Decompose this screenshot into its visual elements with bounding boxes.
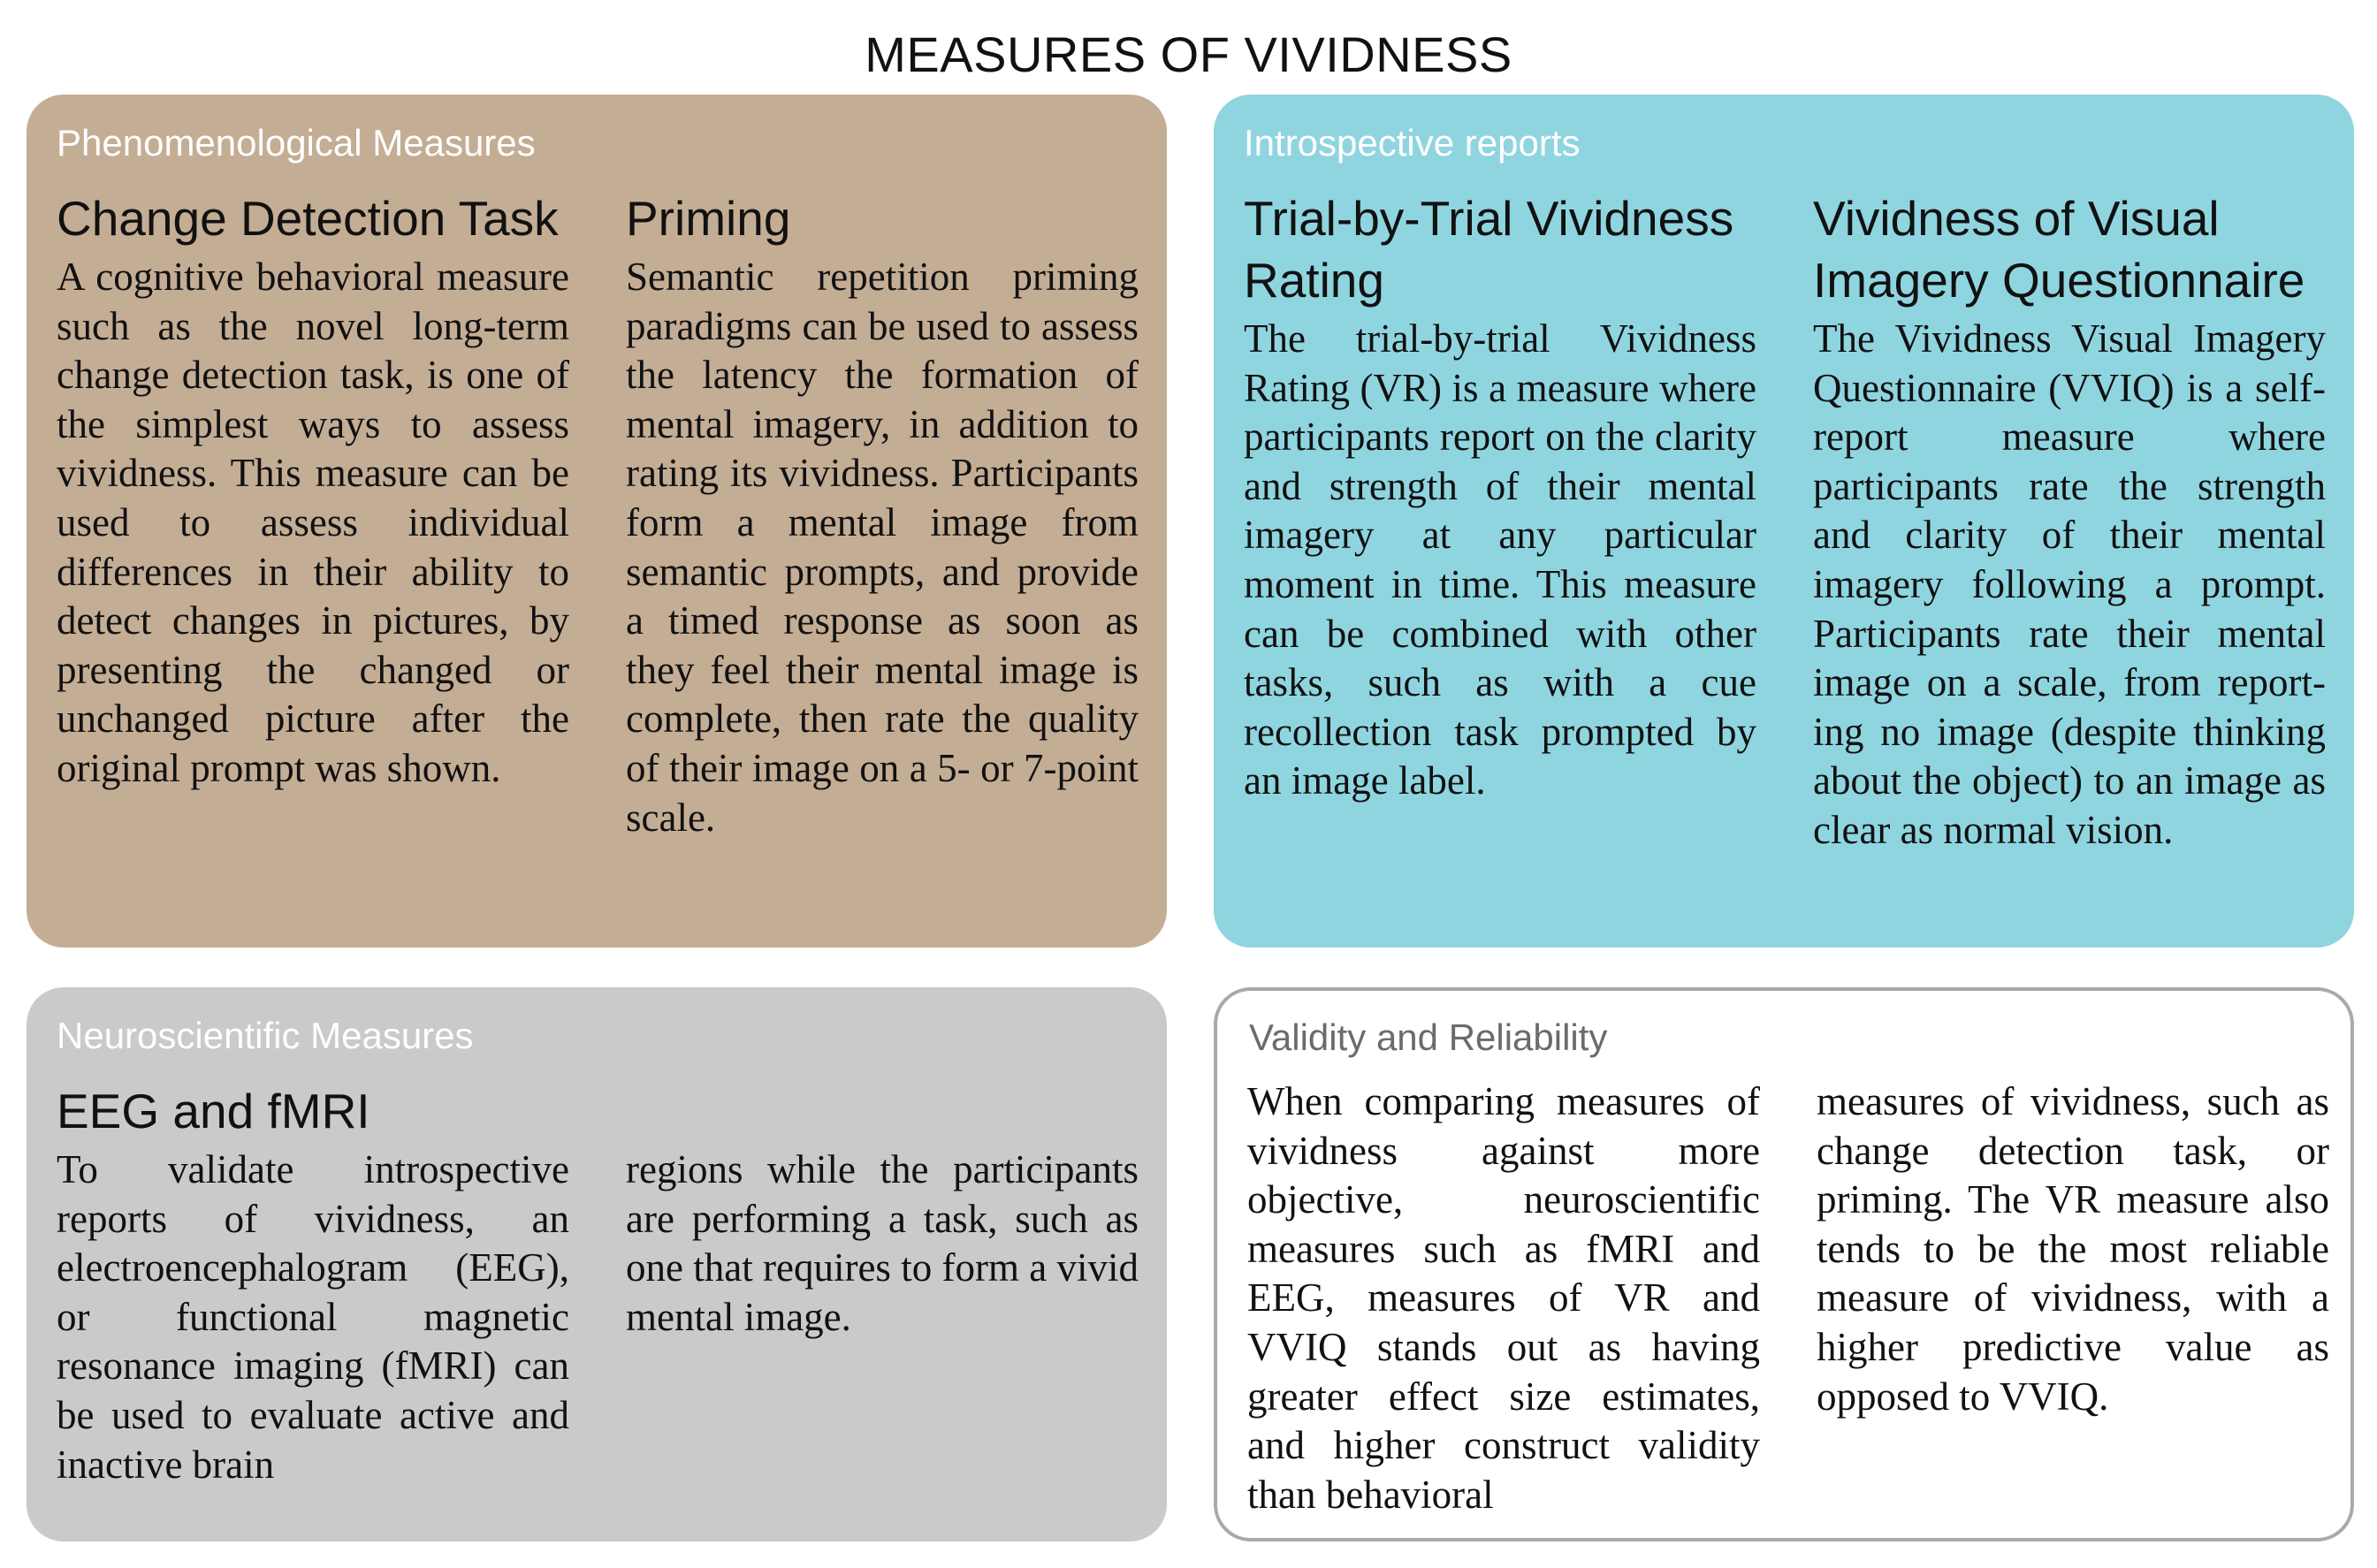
vviq-column <box>1813 187 2326 856</box>
column-body: When comparing measures of vividness against more objective, neuroscientific measures such as fMRI and EEG, measures of VR and VVIQ stands out as having greater effect size estimates, and higher construct validity than behavioral <box>1247 1079 1760 1517</box>
priming-column <box>626 187 1139 842</box>
column-body: Semantic repetition priming paradigms can be used to assess the latency the formation of mental imagery, in addition to rating its vividness. Participants form a mental image from semantic prompts, and provide a timed response as soon as they feel their mental image is complete, then rate the quality of their image on a 5- or 7-point scale. <box>626 255 1139 840</box>
panel-heading: Neuroscientific Measures <box>57 1015 474 1056</box>
panel-heading: Phenomenological Measures <box>57 122 536 164</box>
change-detection-column <box>57 187 569 794</box>
panel-heading: Introspective reports <box>1244 122 1581 164</box>
panel-heading: Validity and Reliability <box>1249 1016 1608 1058</box>
validity-column-left <box>1247 1077 1760 1519</box>
column-body: regions while the participants are performing a task, such as one that requires to form a vivid mental image. <box>626 1147 1139 1339</box>
column-body: The trial-by-trial Vividness Rating (VR) is a measure where participants report on the clarity and strength of their mental imagery at any particular moment in time. This measure can be combined with other tasks, such as with a cue recollection task prompted by an image label. <box>1244 316 1756 803</box>
column-body: measures of vividness, such as change detection task, or priming. The VR measure also tends to be the most reliable measure of vividness, with a higher predictive value as opposed to VVIQ. <box>1817 1079 2329 1419</box>
column-title: Priming <box>626 191 791 246</box>
validity-column-right <box>1817 1077 2329 1421</box>
eeg-fmri-column-right <box>626 1142 1139 1342</box>
column-title: Change Detection Task <box>57 191 559 246</box>
vividness-rating-column <box>1244 187 1756 806</box>
phenomenological-measures-panel <box>27 95 1167 948</box>
column-title: Vividness of Visual Imagery Questionnaire <box>1813 191 2305 308</box>
column-body: A cognitive behavioral measure such as the novel long-term change detection task, is one of the simplest ways to assess vividness. This measure can be used to assess individual differences in their ability to detect changes in pictures, by presenting the changed or unchanged picture after the original prompt was shown. <box>57 255 569 790</box>
column-body: To validate introspective reports of vividness, an electroencephalogram (EEG), or functional magnetic resonance imaging (fMRI) can be used to evaluate active and inactive brain <box>57 1147 569 1487</box>
neuroscientific-measures-panel <box>27 987 1167 1541</box>
introspective-reports-panel <box>1214 95 2354 948</box>
eeg-fmri-column-left <box>57 1080 569 1489</box>
column-body: The Vividness Visual Imagery Questionnaire (VVIQ) is a self-report measure where participants rate the strength and clarity of their mental imagery following a prompt. Participants rate their mental image on a scale, from reporting no image (despite thinking about the object) to an image as clear as normal vision. <box>1813 316 2326 852</box>
validity-reliability-panel <box>1214 987 2354 1541</box>
column-title: EEG and fMRI <box>57 1084 370 1138</box>
page-title: MEASURES OF VIVIDNESS <box>865 27 1512 82</box>
column-title: Trial-by-Trial Vividness Rating <box>1244 191 1734 308</box>
